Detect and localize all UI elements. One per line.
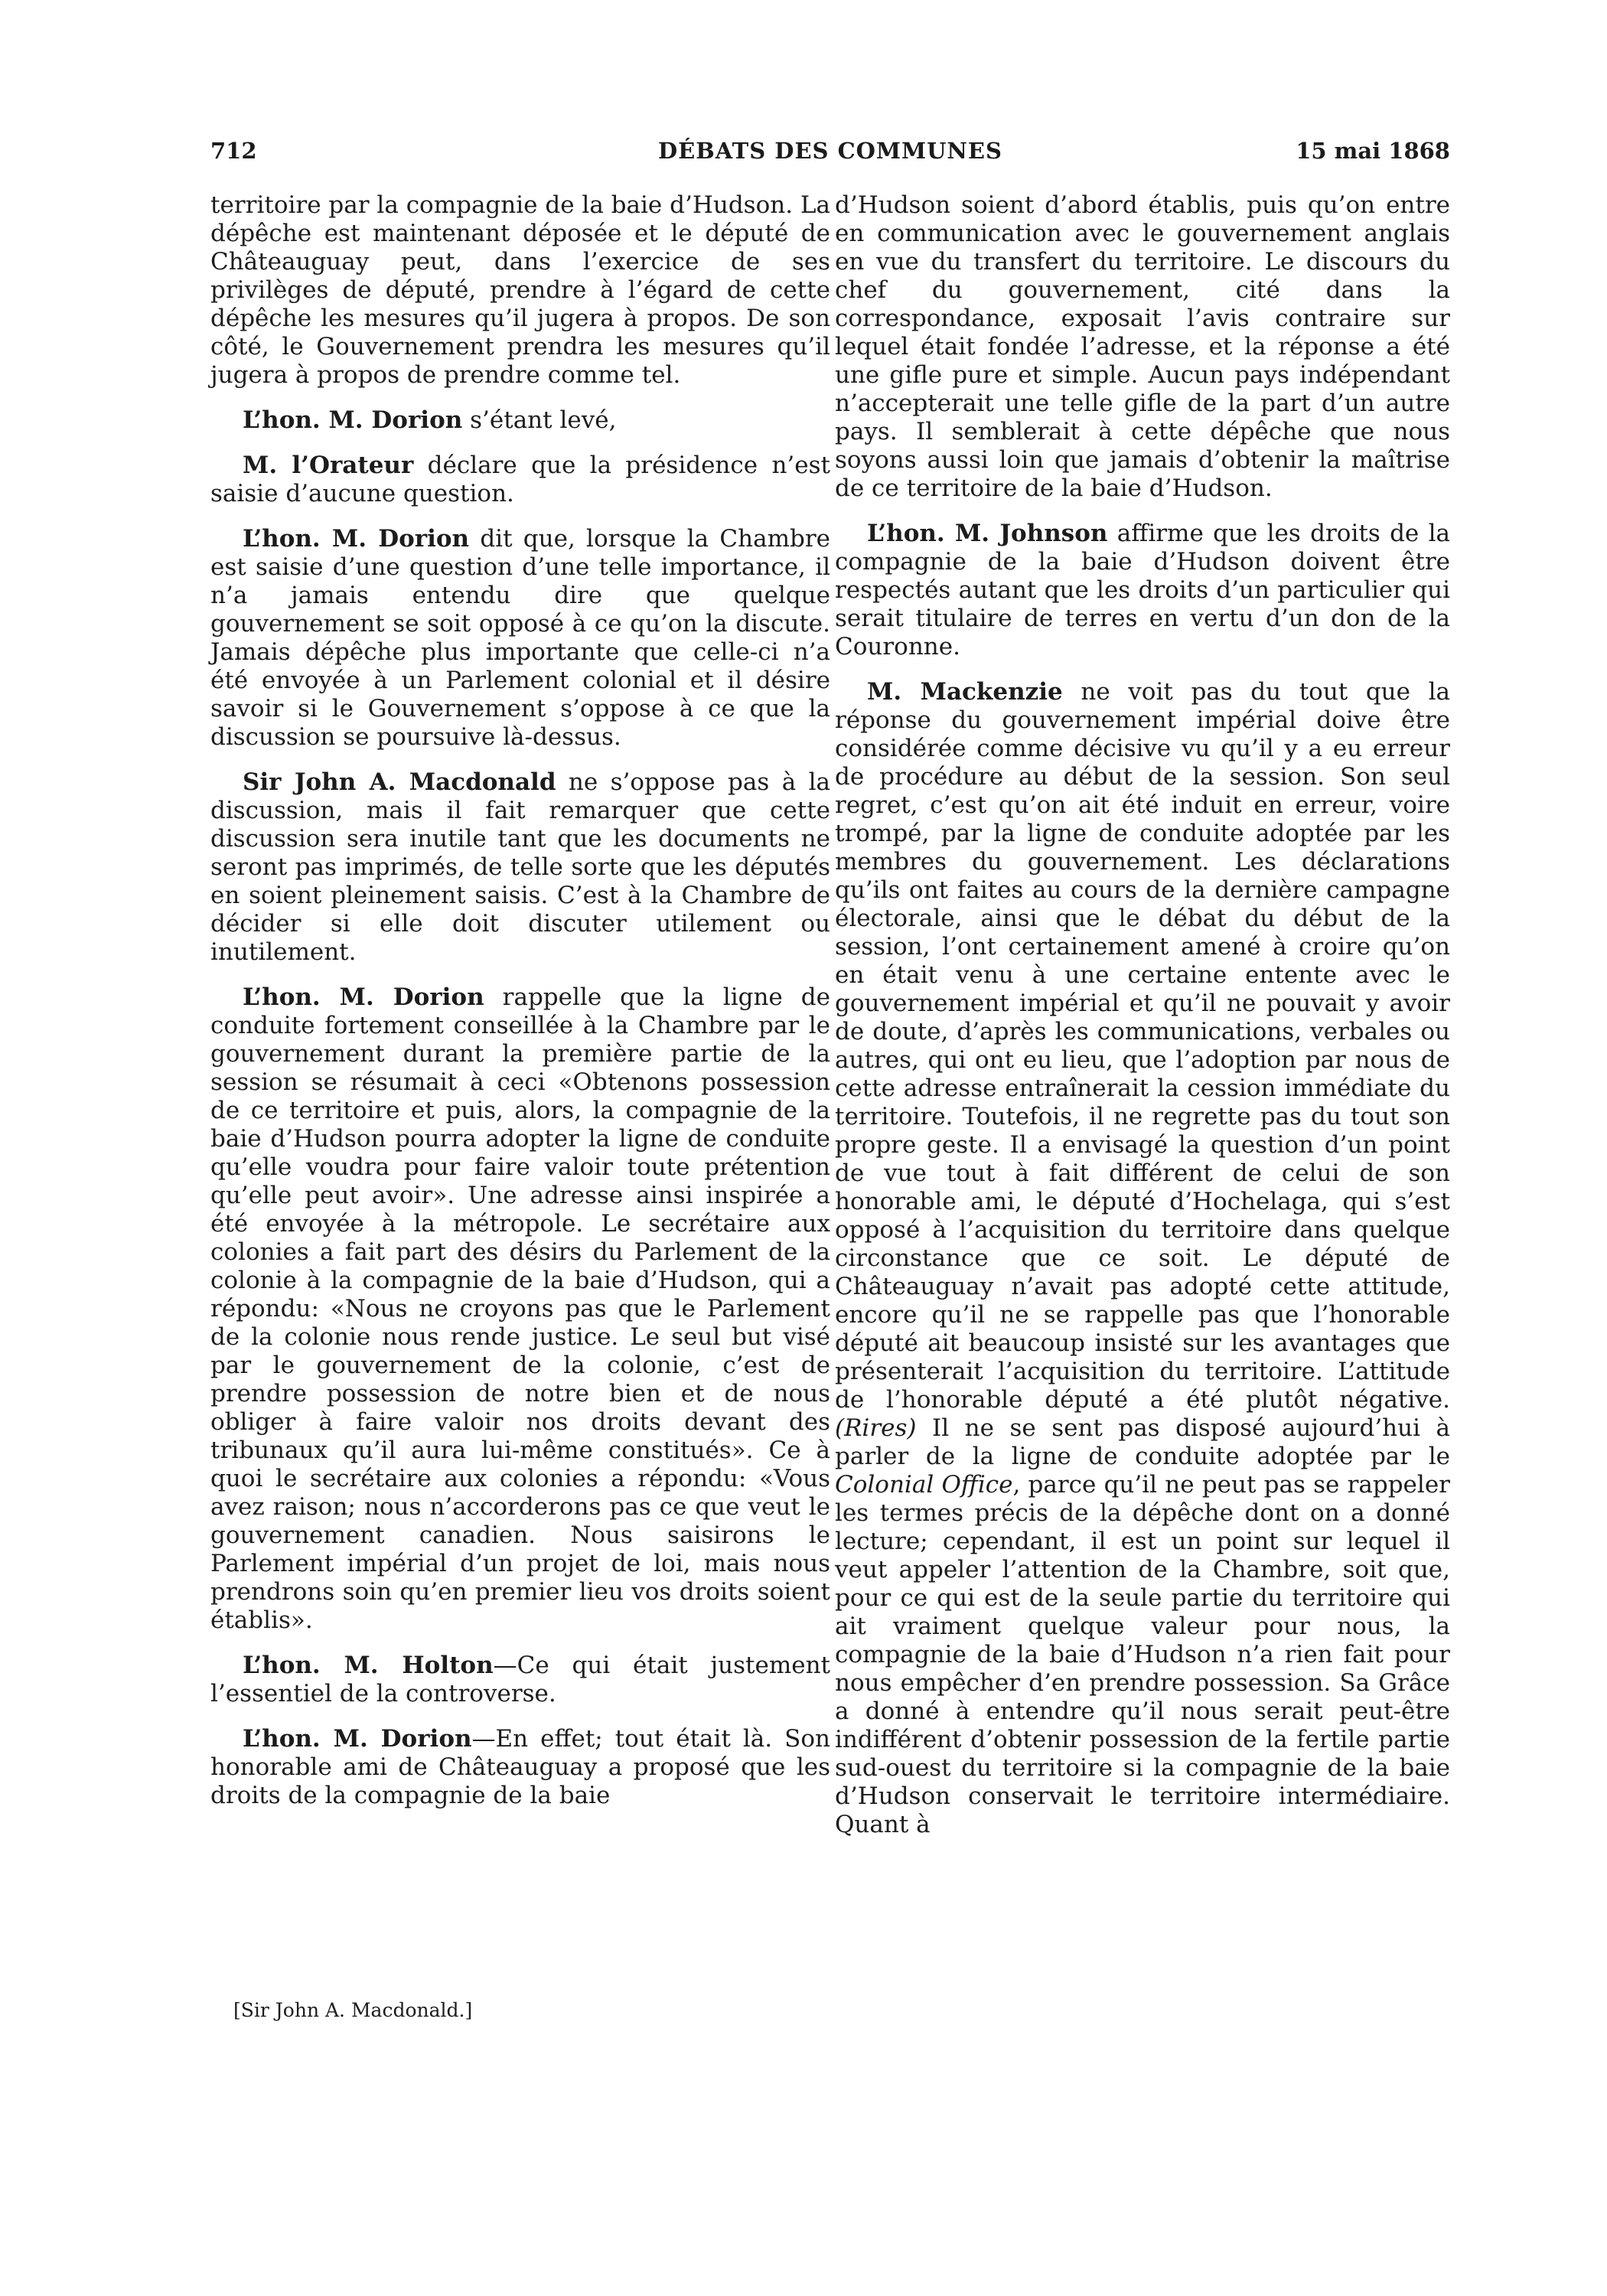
stage-direction: (Rires) [835,1414,917,1442]
speaker-name: L’hon. M. Dorion [243,983,484,1011]
paragraph [210,983,830,1635]
paragraph [210,525,830,752]
paragraph: d’Hudson soient d’abord établis, puis qu’on entre en communication avec le gouvernement anglais en vue du transfert du territoire. Le discours du chef du gouvernement, cité dans la correspondance, exposait l’avis contraire sur lequel était fondée l’adresse, et la réponse a été une gifle pure et simple. Aucun pays indépendant n’accepterait une telle gifle de la part d’un autre pays. Il semblerait à cette dépêche que nous soyons aussi loin que jamais d’obtenir la maîtrise de ce territoire de la baie d’Hudson. [835,191,1450,502]
speaker-name: M. l’Orateur [243,452,414,479]
page-title: DÉBATS DES COMMUNES [658,138,1002,164]
paragraph: territoire par la compagnie de la baie d’Hudson. La dépêche est maintenant déposée et le député de Châteauguay peut, dans l’exercice de ses privilèges de député, prendre à l’égard de cette dépêche les mesures qu’il jugera à propos. De son côté, le Gouvernement prendra les mesures qu’il jugera à propos de prendre comme tel. [210,191,830,389]
paragraph-text: rappelle que la ligne de conduite fortement conseillée à la Chambre par le gouvernement durant la première partie de la session se résumait à ceci «Obtenons possession de ce territoire et puis, alors, la compagnie de la baie d’Hudson pourra adopter la ligne de conduite qu’elle voudra pour faire valoir toute prétention qu’elle peut avoir». Une adresse ainsi inspirée a été envoyée à la métropole. Le secrétaire aux colonies a fait part des désirs du Parlement de la colonie à la compagnie de la baie d’Hudson, qui a répondu: «Nous ne croyons pas que le Parlement de la colonie nous rende justice. Le seul but visé par le gouvernement de la colonie, c’est de prendre possession de notre bien et de nous obliger à faire valoir nos droits devant des tribunaux qu’il aura lui-même constitués». Ce à quoi le secrétaire aux colonies a répondu: «Vous avez raison; nous n’accorderons pas ce que veut le gouvernement canadien. Nous saisirons le Parlement impérial d’un projet de loi, mais nous prendrons soin qu’en premier lieu vos droits soient établis». [210,983,830,1634]
paragraph-text: , parce qu’il ne peut pas se rappeler les termes précis de la dépêche dont on a donné lecture; cependant, il est un point sur lequel il veut appeler l’attention de la Chambre, soit que, pour ce qui est de la seule partie du territoire qui ait vraiment quelque valeur pour nous, la compagnie de la baie d’Hudson n’a rien fait pour nous empêcher d’en prendre possession. Sa Grâce a donné à entendre qu’il nous serait peut-être indifférent d’obtenir possession de la fertile partie sud-ouest du territoire si la compagnie de la baie d’Hudson conservait le territoire intermédiaire. Quant à [835,1471,1450,1838]
paragraph-text: Il ne se sent pas disposé aujourd’hui à parler de la ligne de conduite adoptée par le [835,1414,1450,1470]
speaker-name: Sir John A. Macdonald [243,768,556,796]
speaker-name: L’hon. M. Johnson [867,520,1108,547]
speaker-name: L’hon. M. Holton [243,1652,494,1679]
paragraph [210,1725,830,1810]
paragraph-text: —Ce qui était justement l’essentiel de la controverse. [210,1652,830,1707]
paragraph [835,520,1450,661]
italic-term: Colonial Office [835,1471,1013,1499]
paragraph [210,406,830,435]
speaker-name: L’hon. M. Dorion [243,525,470,553]
page-date: 15 mai 1868 [1296,138,1450,164]
speaker-name: L’hon. M. Dorion [243,1725,472,1753]
paragraph-text: affirme que les droits de la compagnie de la baie d’Hudson doivent être respectés autant que les droits d’un particulier qui serait titulaire de terres en vertu d’un don de la Couronne. [835,520,1450,660]
paragraph [210,1652,830,1708]
page-number: 712 [210,138,257,164]
paragraph-text: déclare que la présidence n’est saisie d’aucune question. [210,452,830,507]
paragraph-text: ne voit pas du tout que la réponse du gouvernement impérial doive être considérée comme décisive vu qu’il y a eu erreur de procédure au début de la session. Son seul regret, c’est qu’on ait été induit en erreur, voire trompé, par la ligne de conduite adoptée par les membres du gouvernement. Les déclarations qu’ils ont faites au cours de la dernière campagne électorale, ainsi que le débat du début de la session, l’ont certainement amené à croire qu’on en était venu à une certaine entente avec le gouvernement impérial et qu’il ne pouvait y avoir de doute, d’après les communications, verbales ou autres, qui ont eu lieu, que l’adoption par nous de cette adresse entraînerait la cession immédiate du territoire. Toutefois, il ne regrette pas du tout son propre geste. Il a envisagé la question d’un point de vue tout à fait différent de celui de son honorable ami, le député d’Hochelaga, qui s’est opposé à l’acquisition du territoire dans quelque circonstance que ce soit. Le député de Châteauguay n’avait pas adopté cette attitude, encore qu’il ne se rappelle pas que l’honorable député ait beaucoup insisté sur les avantages que présenterait l’acquisition du territoire. L’attitude de l’honorable député a été plutôt négative. [835,678,1450,1414]
paragraph-text: ne s’oppose pas à la discussion, mais il fait remarquer que cette discussion sera inutile tant que les documents ne seront pas imprimés, de telle sorte que les députés en soient pleinement saisis. C’est à la Chambre de décider si elle doit discuter utilement ou inutilement. [210,768,830,966]
paragraph [210,768,830,967]
right-column [830,191,1450,1856]
paragraph [835,678,1450,1839]
page-header [210,138,1450,168]
paragraph-text: s’étant levé, [462,406,617,434]
left-column [210,191,830,1827]
speaker-name: M. Mackenzie [867,678,1063,706]
footer-note: [Sir John A. Macdonald.] [233,1999,473,2021]
paragraph [210,452,830,508]
paragraph-text: dit que, lorsque la Chambre est saisie d’une question d’une telle importance, il n’a jamais entendu dire que quelque gouvernement se soit opposé à ce qu’on la discute. Jamais dépêche plus importante que celle-ci n’a été envoyée à un Parlement colonial et il désire savoir si le Gouvernement s’oppose à ce que la discussion se poursuive là-dessus. [210,525,830,751]
speaker-name: L’hon. M. Dorion [243,406,463,434]
paragraph-text: —En effet; tout était là. Son honorable ami de Châteauguay a proposé que les droits de la compagnie de la baie [210,1725,830,1809]
